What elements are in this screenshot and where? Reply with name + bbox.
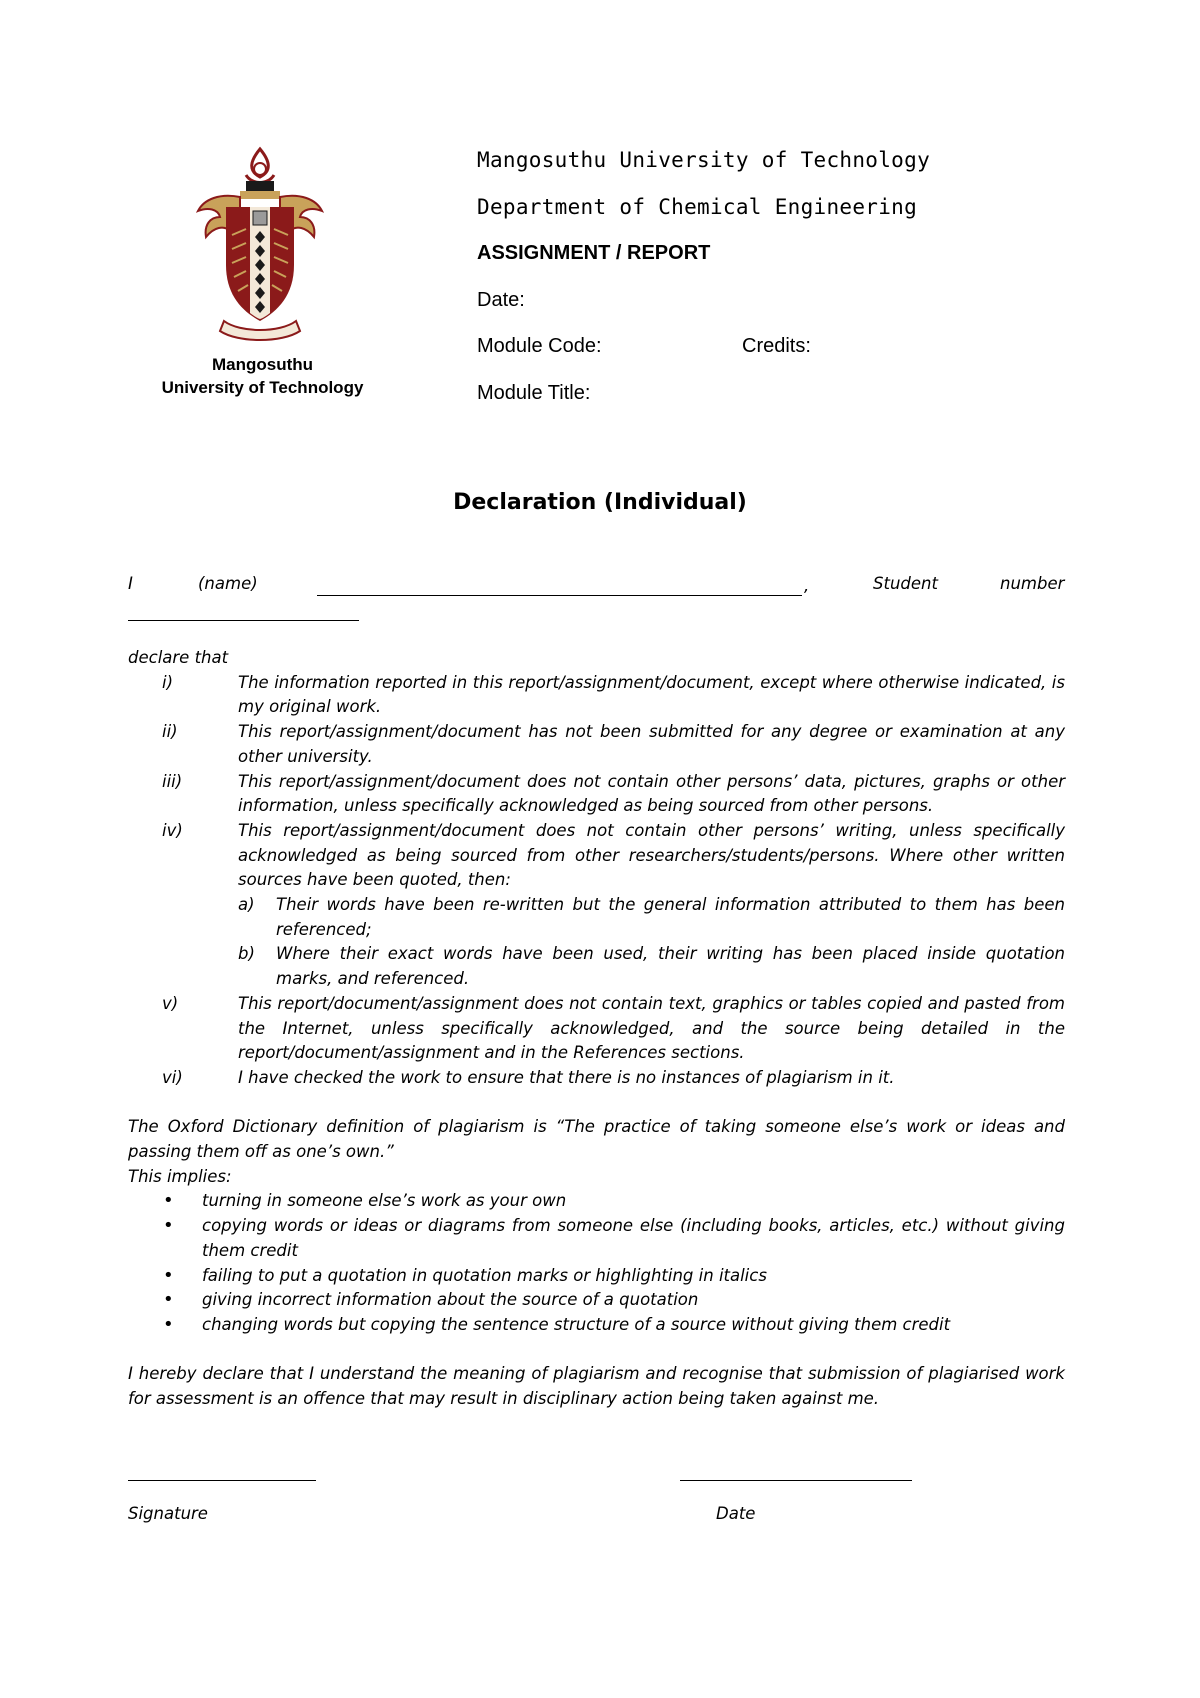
subitem-text: Where their exact words have been used, their writing has been placed inside quotation marks, and referenced.	[276, 944, 1065, 989]
item-text: The information reported in this report/assignment/document, except where otherwise indicated, is my original work.	[238, 672, 1065, 717]
bullet-item: • giving incorrect information about the source of a quotation	[128, 1288, 1065, 1313]
declaration-item	[128, 770, 1065, 819]
declaration-item	[128, 1066, 1065, 1091]
item-number: iii)	[162, 771, 183, 791]
bullet-item: • copying words or ideas or diagrams from someone else (including books, articles, etc.) without giving them credit	[128, 1214, 1065, 1263]
closing-declaration: I hereby declare that I understand the meaning of plagiarism and recognise that submission of plagiarised work for assessment is an offence that may result in disciplinary action being taken against me.	[128, 1364, 1065, 1409]
student-number-field-line[interactable]	[128, 620, 359, 621]
item-text: This report/document/assignment does not contain text, graphics or tables copied and pasted from the Internet, unless specifically acknowledged, and the source being detailed in the report/document/assignment and in the References sections.	[238, 993, 1065, 1063]
oxford-definition: The Oxford Dictionary definition of plagiarism is “The practice of taking someone else’s work or ideas and passing them off as one’s own.”	[128, 1117, 1065, 1162]
item-text: This report/assignment/document does not contain other persons’ data, pictures, graphs or other information, unless specifically acknowledged as being sourced from other persons.	[238, 771, 1065, 816]
logo-text-line1: Mangosuthu	[211, 355, 314, 374]
department-name: Department of Chemical Engineering	[477, 195, 918, 219]
item-text: This report/assignment/document does not contain other persons’ writing, unless specifically acknowledged as being sourced from other researchers/students/persons. Where other written sources have been quoted, then:	[238, 820, 1065, 890]
item-number: iv)	[162, 820, 183, 840]
university-logo	[155, 145, 370, 405]
crest-icon	[190, 145, 330, 345]
subitem-letter: a)	[238, 895, 255, 915]
date-caption: Date	[716, 1504, 756, 1523]
declaration-body	[128, 646, 1065, 1412]
item-number: v)	[162, 993, 179, 1013]
student-label: Student	[873, 574, 938, 593]
name-field-line[interactable]	[317, 595, 802, 596]
signature-line[interactable]	[128, 1480, 316, 1481]
number-label: number	[1000, 574, 1065, 593]
university-name: Mangosuthu University of Technology	[477, 148, 931, 172]
declaration-subitem	[128, 942, 1065, 991]
signature-label: Signature	[128, 1504, 208, 1523]
document-type: ASSIGNMENT / REPORT	[477, 242, 711, 264]
subitem-text: Their words have been re-written but the general information attributed to them has been referenced;	[276, 895, 1065, 939]
item-number: i)	[162, 672, 174, 692]
item-text: I have checked the work to ensure that there is no instances of plagiarism in it.	[238, 1067, 895, 1087]
bullet-item: • turning in someone else’s work as your own	[128, 1189, 1065, 1214]
plagiarism-bullet-list	[128, 1189, 1065, 1337]
date-line[interactable]	[680, 1480, 912, 1481]
name-comma: ,	[804, 576, 810, 595]
declare-that-text: declare that	[128, 648, 229, 667]
credits-label: Credits:	[742, 335, 811, 357]
module-code-label: Module Code:	[477, 335, 602, 357]
logo-text-line2: University of Technology	[161, 378, 364, 397]
subitem-letter: b)	[238, 944, 255, 964]
bullet-item: • failing to put a quotation in quotation marks or highlighting in italics	[128, 1264, 1065, 1289]
module-title-label: Module Title:	[477, 382, 591, 404]
bullet-item: • changing words but copying the sentence structure of a source without giving them credit	[128, 1313, 1065, 1338]
declaration-item	[128, 819, 1065, 893]
item-number: ii)	[162, 722, 178, 742]
name-label: (name)	[198, 574, 258, 593]
i-label: I	[128, 574, 133, 593]
declaration-item	[128, 720, 1065, 769]
item-number: vi)	[162, 1067, 183, 1087]
declaration-subitem	[128, 893, 1065, 942]
declaration-title: Declaration (Individual)	[453, 490, 747, 515]
item-text: This report/assignment/document has not been submitted for any degree or examination at any other university.	[238, 722, 1065, 766]
declaration-item	[128, 671, 1065, 720]
this-implies-text: This implies:	[128, 1166, 232, 1186]
declaration-item	[128, 992, 1065, 1066]
logo-wordmark	[155, 353, 370, 399]
date-label: Date:	[477, 289, 525, 311]
